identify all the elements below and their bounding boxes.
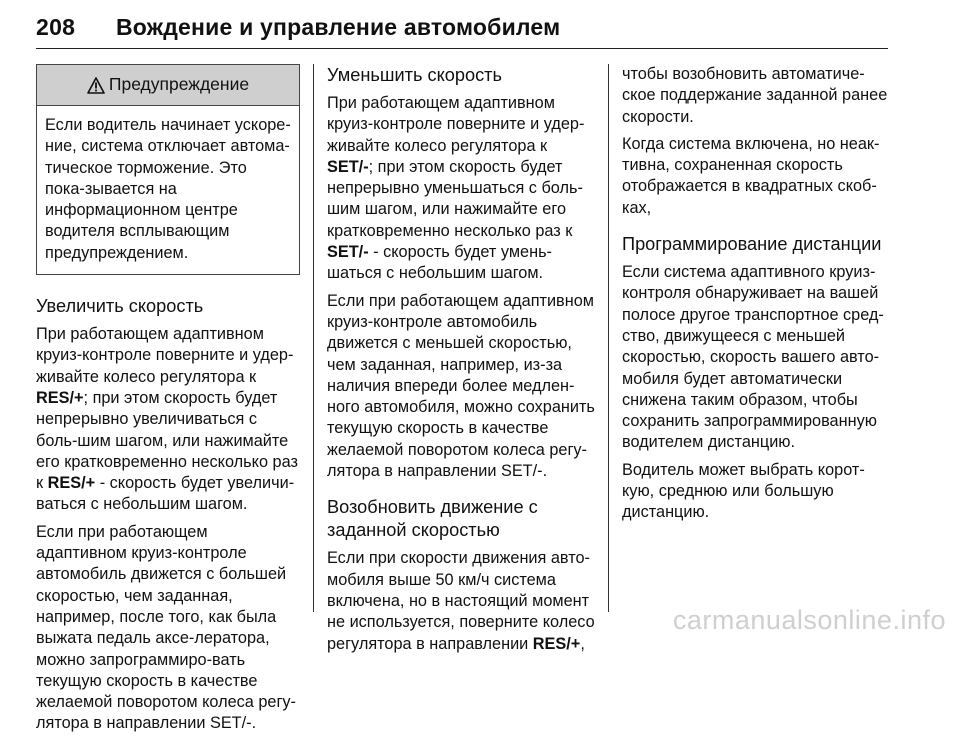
column-2	[327, 64, 595, 669]
section-resume	[327, 496, 595, 654]
text-run: ,	[580, 634, 585, 653]
section-resume-continued	[622, 64, 888, 219]
text-run: При работающем адаптивном круиз-контроле поверните и удер-живайте колесо регулятора к	[36, 325, 294, 386]
section-distance	[622, 233, 888, 524]
column-divider-1	[313, 64, 314, 612]
paragraph: Если при работающем адаптивном круиз-контроле автомобиль движется с меньшей скоростью, чем заданная, например, из-за наличия впереди более медлен-ного автомобиля, можно сохранить текущую скорость в качестве желаемой поворотом колеса регу-лятора в направлении SET/-.	[327, 291, 595, 481]
text-run: Если при скорости движения авто-мобиля выше 50 км/ч система включена, но в настоящий момент не используется, поверните колесо регулятора в направлении	[327, 549, 595, 653]
section-increase-speed	[36, 295, 300, 735]
paragraph: чтобы возобновить автоматиче-ское поддержание заданной ранее скорости.	[622, 65, 888, 126]
text-run: При работающем адаптивном круиз-контроле поверните и удер-живайте колесо регулятора к	[327, 94, 585, 155]
warning-title: Предупреждение	[108, 74, 250, 95]
text-run: ; при этом скорость будет непрерывно уменьшаться с боль-шим шагом, или нажимайте его кратковременно несколько раз к	[327, 157, 583, 240]
key-label: SET/-	[327, 243, 369, 262]
warning-box	[36, 64, 300, 275]
page-header	[36, 10, 888, 49]
text-run: ; при этом скорость будет непрерывно увеличиваться с боль-шим шагом, или нажимайте его кратковременно несколько раз к	[36, 388, 298, 493]
warning-text: Если водитель начинает ускоре-ние, система отключает автома-тическое торможение. Это пока-зывается на информационном центре водителя всплывающим предупреждением.	[45, 116, 291, 262]
paragraph	[327, 93, 595, 285]
paragraph: Водитель может выбрать корот-кую, среднюю или большую дистанцию.	[622, 460, 865, 522]
paragraph	[327, 548, 595, 654]
column-divider-2	[608, 64, 609, 612]
paragraph: Когда система включена, но неак-тивна, сохраненная скорость отображается в квадратных скоб-ках,	[622, 134, 880, 217]
warning-triangle-icon	[87, 77, 105, 94]
text-run: - скорость будет умень-шаться с небольшим шагом.	[327, 243, 552, 283]
column-3	[622, 64, 888, 538]
paragraph	[36, 324, 300, 516]
column-1	[36, 64, 300, 749]
key-label: RES/+	[532, 634, 581, 653]
heading-decrease-speed: Уменьшить скорость	[327, 65, 502, 85]
key-label: RES/+	[36, 388, 84, 407]
text-run: - скорость будет увеличи-ваться с небольшим шагом.	[36, 474, 295, 514]
warning-header	[37, 65, 299, 106]
paragraph: Если система адаптивного круиз-контроля обнаруживает на вашей полосе другое транспортное сред-ство, движущееся с меньшей скоростью, скорость вашего авто-мобиля будет автоматически снижена таким образом, чтобы сохранить запрограммированную водителем дистанцию.	[622, 263, 884, 452]
paragraph: Если при работающем адаптивном круиз-контроле автомобиль движется с большей скоростью, чем заданная, например, после того, как была выжата педаль аксе-лератора, можно запрограммиро-вать текущую скорость в качестве желаемой поворотом колеса регу-лятора в направлении SET/-.	[36, 522, 296, 733]
page-number: 208	[36, 14, 76, 40]
page-title: Вождение и управление автомобилем	[116, 14, 561, 40]
watermark: carmanualsonline.info	[672, 605, 946, 635]
heading-distance: Программирование дистанции	[622, 234, 882, 255]
key-label: SET/-	[327, 157, 369, 176]
section-decrease-speed	[327, 64, 595, 482]
heading-increase-speed: Увеличить скорость	[36, 296, 204, 317]
heading-resume: Возобновить движение с заданной скоростью	[327, 497, 538, 541]
key-label: RES/+	[47, 474, 96, 493]
